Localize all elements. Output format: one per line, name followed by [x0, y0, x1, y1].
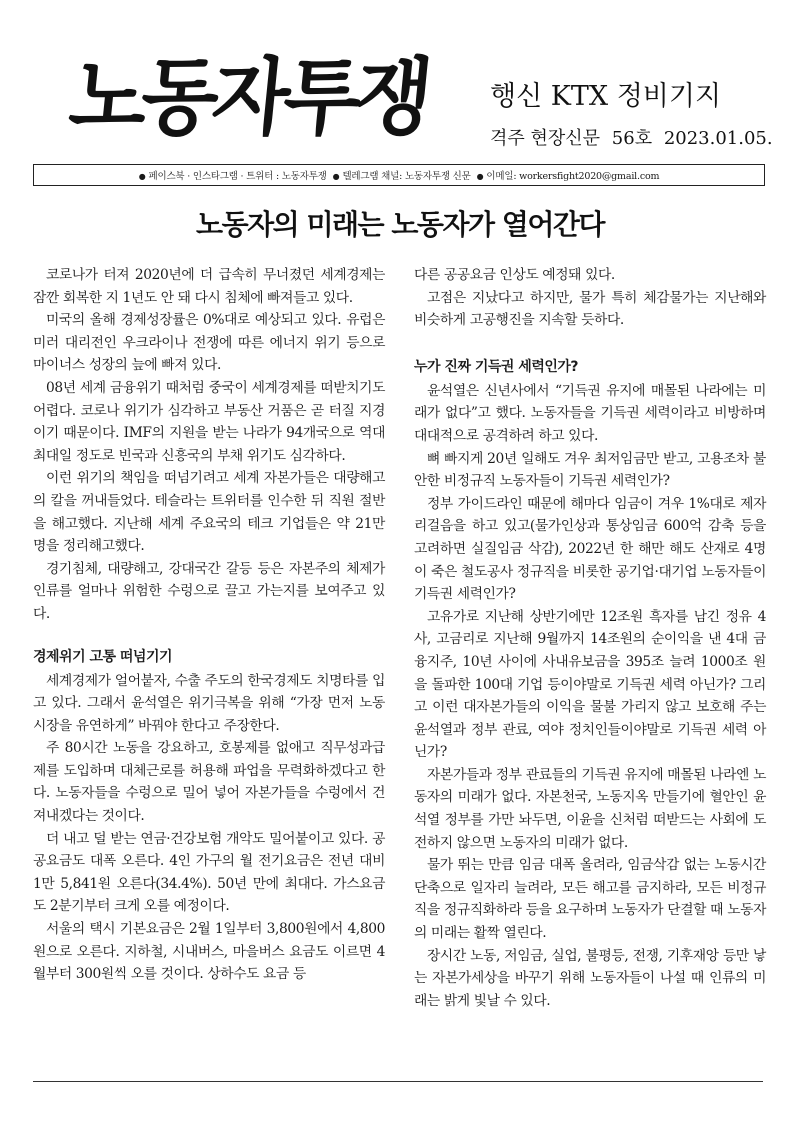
paragraph: 고점은 지났다고 하지만, 물가 특히 체감물가는 지난해와 비슷하게 고공행진을 지속할 듯하다. [414, 289, 766, 329]
paragraph: 서울의 택시 기본요금은 2월 1일부터 3,800원에서 4,800원으로 오른다. 지하철, 시내버스, 마을버스 요금도 이르면 4월부터 300원씩 오를 것이다. 상하수도 요금 등 [33, 921, 385, 983]
paragraph: 미국의 올해 경제성장률은 0%대로 예상되고 있다. 유럽은 미러 대리전인 우크라이나 전쟁에 따른 에너지 위기 등으로 마이너스 성장의 늪에 빠져 있다. [33, 312, 385, 374]
contact-sns: ● 페이스북 · 인스타그램 · 트위터 : 노동자투쟁 [138, 171, 327, 182]
section-heading: 경제위기 고통 떠넘기기 [33, 648, 172, 665]
paragraph: 물가 뛰는 만큼 임금 대폭 올려라, 임금삭감 없는 노동시간 단축으로 일자리 늘려라, 모든 해고를 금지하라, 모든 비정규직을 정규직화하라 등을 요구하며 노동자가 단결할 때 노동자의 미래는 활짝 열린다. [414, 857, 766, 942]
issue-date: 2023.01.05. [663, 128, 773, 149]
issue-type: 격주 현장신문 [490, 128, 601, 149]
paragraph: 정부 가이드라인 때문에 해마다 임금이 겨우 1%대로 제자리걸음을 하고 있고(물가인상과 통상임금 600억 감축 등을 고려하면 실질임금 삭감), 2022년 한 해만 해도 산재로 4명이 죽은 철도공사 정규직을 비롯한 공기업·대기업 노동자들이 기득권 세력인가? [414, 495, 766, 603]
article-column-left [33, 264, 385, 986]
section-heading: 누가 진짜 기득권 세력인가? [414, 358, 579, 375]
paragraph: 코로나가 터져 2020년에 더 급속히 무너졌던 세계경제는 잠깐 회복한 지 1년도 안 돼 다시 침체에 빠져들고 있다. [33, 267, 385, 306]
masthead-logo: 노동자투쟁 [65, 48, 432, 147]
paragraph: 다른 공공요금 인상도 예정돼 있다. [414, 267, 615, 283]
bottom-divider [33, 1081, 763, 1082]
paragraph: 더 내고 덜 받는 연금·건강보험 개악도 밀어붙이고 있다. 공공요금도 대폭 오른다. 4인 가구의 월 전기요금은 전년 대비 1만 5,841원 오른다(34.4%). 50년 만에 최대다. 가스요금도 2분기부터 크게 오를 예정이다. [33, 830, 385, 915]
paragraph: 고유가로 지난해 상반기에만 12조원 흑자를 남긴 정유 4사, 고금리로 지난해 9월까지 14조원의 순이익을 낸 4대 금융지주, 10년 사이에 사내유보금을 395조 늘려 1000조 원을 돌파한 100대 기업 등이야말로 기득권 세력 아닌가? 그리고 이런 대자본가들의 이익을 물불 가리지 않고 보호해 주는 윤석열과 정부 관료, 여야 정치인들이야말로 기득권 세력 아닌가? [414, 608, 766, 761]
issue-info [490, 124, 779, 150]
bullet-icon: ● [332, 172, 340, 181]
paragraph: 윤석열은 신년사에서 “기득권 유지에 매몰된 나라에는 미래가 없다”고 했다. 노동자들을 기득권 세력이라고 비방하며 대대적으로 공격하려 하고 있다. [414, 382, 766, 444]
paragraph: 주 80시간 노동을 강요하고, 호봉제를 없애고 직무성과급제를 도입하며 대체근로를 허용해 파업을 무력화하겠다고 한다. 노동자들을 수렁으로 밀어 넣어 자본가들을 수렁에서 건져내겠다는 것이다. [33, 740, 385, 825]
paragraph: 자본가들과 정부 관료들의 기득권 유지에 매몰된 나라엔 노동자의 미래가 없다. 자본천국, 노동지옥 만들기에 혈안인 윤석열 정부를 가만 놔두면, 이윤을 신처럼 떠받드는 사회에 도전하지 않으면 노동자의 미래가 없다. [414, 766, 766, 851]
paragraph: 뼈 빠지게 20년 일해도 겨우 최저임금만 받고, 고용조차 불안한 비정규직 노동자들이 기득권 세력인가? [414, 450, 766, 490]
bullet-icon: ● [476, 172, 484, 181]
edition-name: 행신 KTX 정비기지 [490, 81, 722, 112]
article-headline: 노동자의 미래는 노동자가 열어간다 [196, 208, 604, 241]
paragraph: 장시간 노동, 저임금, 실업, 불평등, 전쟁, 기후재앙 등만 낳는 자본가세상을 바꾸기 위해 노동자들이 나설 때 인류의 미래는 밝게 빛날 수 있다. [414, 947, 766, 1009]
paragraph: 세계경제가 얼어붙자, 수출 주도의 한국경제도 치명타를 입고 있다. 그래서 윤석열은 위기극복을 위해 “가장 먼저 노동시장을 유연하게” 바꿔야 한다고 주장한다. [33, 672, 385, 734]
bullet-icon: ● [138, 172, 146, 181]
contact-bar [33, 164, 765, 186]
contact-telegram: ● 텔레그램 채널: 노동자투쟁 신문 [332, 171, 471, 182]
paragraph: 08년 세계 금융위기 때처럼 중국이 세계경제를 떠받치기도 어렵다. 코로나 위기가 심각하고 부동산 거품은 곧 터질 지경이기 때문이다. IMF의 지원을 받는 나라가 94개국으로 역대 최대일 정도로 빈국과 신흥국의 부채 위기도 심각하다. [33, 379, 385, 464]
paragraph: 경기침체, 대량해고, 강대국간 갈등 등은 자본주의 체제가 인류를 얼마나 위험한 수렁으로 끌고 가는지를 보여주고 있다. [33, 560, 385, 622]
paragraph: 이런 위기의 책임을 떠넘기려고 세계 자본가들은 대량해고의 칼을 꺼내들었다. 테슬라는 트위터를 인수한 뒤 직원 절반을 해고했다. 지난해 세계 주요국의 테크 기업들은 약 21만 명을 정리해고했다. [33, 470, 385, 555]
article-column-right [414, 264, 766, 1012]
issue-number: 56호 [611, 128, 653, 149]
contact-email: ● 이메일: workersfight2020@gmail.com [476, 171, 660, 182]
